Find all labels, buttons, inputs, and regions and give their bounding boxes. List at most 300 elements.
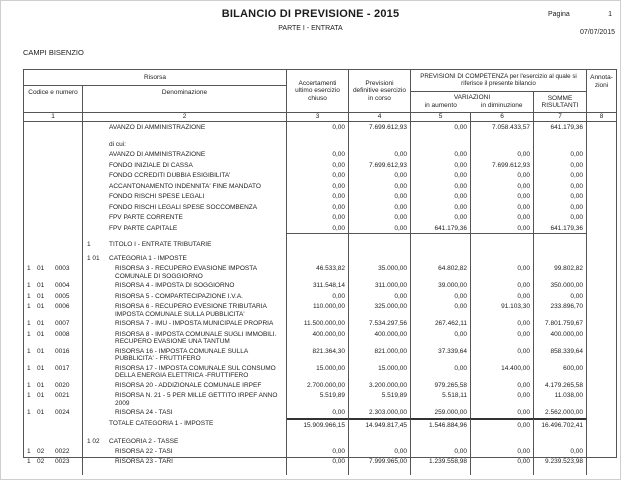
cell-in-aumento: 1.239.558,98	[411, 456, 471, 467]
row-denominazione-text: CATEGORIA 2 - TASSE	[109, 437, 179, 445]
cell-accertamenti: 311.548,14	[287, 280, 349, 291]
cell-code	[24, 139, 83, 150]
cell-accertamenti: 110.000,00	[287, 301, 349, 318]
code-part: 1	[27, 458, 31, 465]
cell-code	[24, 291, 83, 302]
table-row	[24, 318, 616, 329]
cell-in-diminuzione: 0,00	[471, 149, 534, 160]
table-row	[24, 363, 616, 380]
table-row	[24, 191, 616, 202]
cell-in-aumento: 1.546.884,96	[411, 418, 471, 430]
table-row	[24, 301, 616, 318]
cell-in-diminuzione: 0,00	[471, 202, 534, 213]
cell-somme-risultanti: 0,00	[534, 191, 587, 202]
cell-in-diminuzione	[471, 467, 534, 475]
cell-previsioni: 7.699.612,93	[349, 160, 411, 171]
cell-annotazioni	[587, 291, 616, 302]
cell-previsioni: 311.000,00	[349, 280, 411, 291]
cell-annotazioni	[587, 202, 616, 213]
cell-code	[24, 212, 83, 223]
code-part: 01	[37, 364, 45, 372]
cell-in-diminuzione	[471, 239, 534, 249]
cell-accertamenti	[287, 139, 349, 150]
cell-accertamenti: 0,00	[287, 291, 349, 302]
header-annotazioni: Annota-zioni	[590, 74, 613, 89]
row-denominazione-text: TITOLO I - ENTRATE TRIBUTARIE	[109, 241, 212, 248]
col-number-4: 4	[349, 113, 411, 121]
cell-in-diminuzione: 0,00	[471, 170, 534, 181]
cell-accertamenti: 0,00	[287, 446, 349, 457]
budget-table	[23, 69, 617, 465]
code-part: 0007	[55, 320, 70, 327]
table-row	[24, 436, 616, 446]
cell-accertamenti: 0,00	[287, 149, 349, 160]
code-part: 01	[37, 282, 45, 289]
code-part: 01	[37, 330, 45, 338]
cell-in-diminuzione: 0,00	[471, 380, 534, 391]
cell-denominazione	[83, 380, 287, 391]
cell-previsioni: 3.200.000,00	[349, 380, 411, 391]
cell-previsioni: 0,00	[349, 181, 411, 192]
cell-annotazioni	[587, 329, 616, 346]
code-part: 0008	[55, 330, 70, 338]
table-row	[24, 160, 616, 171]
table-row	[24, 122, 616, 133]
row-denominazione-text: RISORSA 6 - RECUPERO EVESIONE TRIBUTARIA IMPOSTA COMUNALE SULLA PUBBLICITA'	[115, 303, 267, 318]
cell-denominazione	[83, 239, 287, 249]
cell-somme-risultanti: 0,00	[534, 291, 587, 302]
cell-in-aumento: 641.179,36	[411, 223, 471, 234]
cell-denominazione	[83, 346, 287, 363]
table-row	[24, 149, 616, 160]
table-row	[24, 202, 616, 213]
cell-previsioni: 7.999.965,00	[349, 456, 411, 467]
cell-annotazioni	[587, 181, 616, 192]
code-part: 0023	[55, 458, 70, 465]
cell-denominazione	[83, 202, 287, 213]
page-title: BILANCIO DI PREVISIONE - 2015	[221, 8, 400, 20]
cell-accertamenti: 11.500.000,00	[287, 318, 349, 329]
row-denominazione-text: RISORSA 24 - TASI	[115, 409, 173, 416]
cell-annotazioni	[587, 122, 616, 133]
page-number-label: Pagina	[548, 11, 570, 18]
cell-somme-risultanti: 4.179.265,58	[534, 380, 587, 391]
cell-previsioni: 0,00	[349, 446, 411, 457]
row-denominazione-text: FONDO RISCHI LEGALI SPESE SOCCOMBENZA	[109, 203, 258, 211]
cell-code	[24, 380, 83, 391]
header-risorsa: Risorsa	[24, 70, 287, 86]
cell-previsioni	[349, 467, 411, 475]
header-accertamenti: Accertamenti ultimo esercizio chiuso	[287, 70, 349, 112]
cell-denominazione	[83, 291, 287, 302]
cell-accertamenti: 15.909.966,15	[287, 418, 349, 430]
cell-code	[24, 181, 83, 192]
cell-previsioni: 0,00	[349, 149, 411, 160]
cell-denominazione	[83, 329, 287, 346]
cell-code	[24, 390, 83, 407]
code-part: 0006	[55, 303, 70, 310]
header-variazioni-label: VARIAZIONI	[453, 94, 491, 101]
cell-in-diminuzione: 0,00	[471, 329, 534, 346]
cell-in-aumento: 259.000,00	[411, 407, 471, 418]
code-part: 02	[37, 447, 45, 455]
cell-denominazione	[83, 456, 287, 467]
cell-in-aumento: 0,00	[411, 363, 471, 380]
cell-in-aumento: 0,00	[411, 149, 471, 160]
cell-in-aumento	[411, 253, 471, 263]
cell-in-diminuzione: 0,00	[471, 407, 534, 418]
cell-denominazione	[83, 318, 287, 329]
cell-accertamenti: 821.364,30	[287, 346, 349, 363]
table-row	[24, 418, 616, 430]
cell-previsioni: 0,00	[349, 202, 411, 213]
cell-previsioni: 15.000,00	[349, 363, 411, 380]
cell-code	[24, 280, 83, 291]
cell-code	[24, 253, 83, 263]
cell-code	[24, 170, 83, 181]
cell-code	[24, 407, 83, 418]
table-row	[24, 456, 616, 467]
cell-in-aumento: 0,00	[411, 122, 471, 133]
cell-somme-risultanti: 7.801.759,67	[534, 318, 587, 329]
table-row	[24, 380, 616, 391]
cell-code	[24, 263, 83, 280]
cell-annotazioni	[587, 263, 616, 280]
code-part: 01	[37, 381, 45, 389]
cell-annotazioni	[587, 418, 616, 430]
code-part: 0003	[55, 265, 70, 272]
cell-somme-risultanti: 600,00	[534, 363, 587, 380]
table-row	[24, 253, 616, 263]
cell-accertamenti: 0,00	[287, 170, 349, 181]
cell-previsioni: 7.534.297,56	[349, 318, 411, 329]
cell-in-diminuzione	[471, 139, 534, 150]
cell-in-diminuzione: 0,00	[471, 418, 534, 430]
code-part: 1	[27, 303, 31, 310]
row-denominazione-text: RISORSA 17 - IMPOSTA COMUNALE SUL CONSUMO DELLA ENERGIA ELETTRICA -FRUTTIFERO	[115, 364, 276, 379]
table-row	[24, 212, 616, 223]
cell-somme-risultanti: 11.038,00	[534, 390, 587, 407]
cell-in-aumento: 267.462,11	[411, 318, 471, 329]
cell-annotazioni	[587, 467, 616, 475]
cell-accertamenti: 0,00	[287, 191, 349, 202]
header-denominazione: Denominazione	[83, 86, 287, 112]
cell-code	[24, 239, 83, 249]
cell-accertamenti	[287, 239, 349, 249]
cell-in-aumento: 39.000,00	[411, 280, 471, 291]
cell-code	[24, 318, 83, 329]
cell-somme-risultanti: 0,00	[534, 160, 587, 171]
cell-code	[24, 446, 83, 457]
code-part: 1	[27, 409, 31, 416]
col-number-3: 3	[287, 113, 349, 121]
cell-somme-risultanti: 641.179,36	[534, 223, 587, 234]
code-part: 0004	[55, 282, 70, 289]
cell-in-aumento: 0,00	[411, 291, 471, 302]
code-part: 1	[27, 347, 31, 355]
header-group-competenza	[411, 70, 587, 112]
table-row	[24, 346, 616, 363]
cell-somme-risultanti: 16.496.702,41	[534, 418, 587, 430]
cell-accertamenti: 0,00	[287, 160, 349, 171]
cell-in-aumento: 0,00	[411, 329, 471, 346]
cell-in-aumento	[411, 467, 471, 475]
cell-annotazioni	[587, 301, 616, 318]
cell-denominazione	[83, 191, 287, 202]
cell-in-aumento: 979.265,58	[411, 380, 471, 391]
cell-in-aumento: 0,00	[411, 160, 471, 171]
cell-in-diminuzione: 0,00	[471, 212, 534, 223]
cell-previsioni: 5.519,89	[349, 390, 411, 407]
cell-accertamenti: 15.000,00	[287, 363, 349, 380]
cell-annotazioni	[587, 160, 616, 171]
cell-denominazione	[83, 223, 287, 234]
cell-annotazioni	[587, 380, 616, 391]
cell-in-aumento: 0,00	[411, 191, 471, 202]
cell-accertamenti: 0,00	[287, 181, 349, 192]
col-number-8: 8	[599, 113, 604, 120]
code-part: 0021	[55, 392, 70, 399]
cell-in-diminuzione: 0,00	[471, 280, 534, 291]
cell-denominazione	[83, 390, 287, 407]
page-number-value: 1	[608, 11, 612, 18]
cell-code	[24, 149, 83, 160]
row-denominazione-text: RISORSA 23 - TARI	[115, 458, 173, 465]
cell-previsioni	[349, 239, 411, 249]
cell-somme-risultanti: 858.339,64	[534, 346, 587, 363]
code-part: 01	[37, 409, 45, 416]
cell-in-aumento: 0,00	[411, 301, 471, 318]
cell-in-aumento: 0,00	[411, 181, 471, 192]
cell-annotazioni	[587, 170, 616, 181]
cell-denominazione	[83, 170, 287, 181]
cell-accertamenti	[287, 253, 349, 263]
row-denominazione-text: RISORSA 16 - IMPOSTA COMUNALE SULLA PUBBLICITA' - FRUTTIFERO	[115, 347, 248, 362]
cell-annotazioni	[587, 223, 616, 234]
cell-denominazione	[83, 280, 287, 291]
cell-in-diminuzione: 0,00	[471, 263, 534, 280]
cell-annotazioni	[587, 390, 616, 407]
cell-code	[24, 346, 83, 363]
cell-code	[24, 436, 83, 446]
cell-denominazione	[83, 418, 287, 430]
row-denominazione-text: TOTALE CATEGORIA 1 - IMPOSTE	[109, 419, 214, 427]
table-row	[24, 170, 616, 181]
cell-in-diminuzione: 91.103,30	[471, 301, 534, 318]
cell-somme-risultanti	[534, 239, 587, 249]
cell-annotazioni	[587, 239, 616, 249]
cell-accertamenti: 2.700.000,00	[287, 380, 349, 391]
code-part: 1	[27, 282, 31, 289]
table-row	[24, 329, 616, 346]
table-row	[24, 223, 616, 234]
cell-somme-risultanti	[534, 139, 587, 150]
code-part: 0022	[55, 447, 70, 455]
cell-annotazioni	[587, 191, 616, 202]
cell-code	[24, 122, 83, 133]
cell-denominazione	[83, 212, 287, 223]
row-denominazione-text: ACCANTONAMENTO INDENNITA' FINE MANDATO	[109, 182, 261, 190]
cell-in-aumento: 0,00	[411, 170, 471, 181]
cell-in-diminuzione: 0,00	[471, 223, 534, 234]
cell-denominazione	[83, 263, 287, 280]
cell-denominazione	[83, 149, 287, 160]
cell-annotazioni	[587, 253, 616, 263]
table-row	[24, 407, 616, 418]
cell-somme-risultanti: 233.896,70	[534, 301, 587, 318]
cell-previsioni: 400.000,00	[349, 329, 411, 346]
cell-accertamenti	[287, 436, 349, 446]
cell-in-aumento	[411, 139, 471, 150]
cell-code	[24, 363, 83, 380]
cell-denominazione	[83, 467, 287, 475]
cell-accertamenti: 5.519,89	[287, 390, 349, 407]
code-part: 1	[27, 265, 31, 272]
code-part: 01	[37, 320, 45, 327]
cell-in-diminuzione	[471, 436, 534, 446]
code-part: 0020	[55, 381, 70, 389]
table-row	[24, 239, 616, 249]
cell-in-aumento: 64.802,82	[411, 263, 471, 280]
cell-previsioni: 0,00	[349, 223, 411, 234]
cell-denominazione	[83, 301, 287, 318]
cell-previsioni	[349, 436, 411, 446]
cell-in-aumento: 5.518,11	[411, 390, 471, 407]
row-denominazione-text: RISORSA 4 - IMPOSTA DI SOGGIORNO	[115, 282, 235, 289]
cell-annotazioni	[587, 436, 616, 446]
cell-accertamenti	[287, 467, 349, 475]
row-denominazione-text: CATEGORIA 1 - IMPOSTE	[109, 255, 187, 262]
cell-code	[24, 467, 83, 475]
cell-somme-risultanti: 2.562.000,00	[534, 407, 587, 418]
cell-in-diminuzione: 7.058.433,57	[471, 122, 534, 133]
row-denominazione-text: RISORSA 5 - COMPARTECIPAZIONE I.V.A.	[115, 292, 243, 300]
col-number-1: 1	[24, 113, 83, 121]
code-part: 0017	[55, 364, 70, 372]
header-somme-risultanti: SOMME RISULTANTI	[534, 92, 587, 112]
cell-in-diminuzione: 0,00	[471, 346, 534, 363]
cell-previsioni: 0,00	[349, 170, 411, 181]
cell-denominazione	[83, 446, 287, 457]
cell-accertamenti: 400.000,00	[287, 329, 349, 346]
cell-somme-risultanti	[534, 436, 587, 446]
row-denominazione-text: RISORSA 22 - TASI	[115, 447, 173, 455]
cell-somme-risultanti: 400.000,00	[534, 329, 587, 346]
table-row	[24, 390, 616, 407]
cell-somme-risultanti: 350.000,00	[534, 280, 587, 291]
cell-in-aumento: 37.339,64	[411, 346, 471, 363]
cell-denominazione	[83, 436, 287, 446]
cell-somme-risultanti	[534, 253, 587, 263]
header-variazioni	[411, 92, 534, 112]
cell-denominazione	[83, 253, 287, 263]
cell-annotazioni	[587, 139, 616, 150]
code-part: 1	[27, 364, 31, 372]
cell-annotazioni	[587, 346, 616, 363]
table-row	[24, 446, 616, 457]
cell-accertamenti: 0,00	[287, 212, 349, 223]
cell-in-aumento: 0,00	[411, 446, 471, 457]
cell-code	[24, 456, 83, 467]
row-denominazione-text: RISORSA 3 - RECUPERO EVASIONE IMPOSTA COMUNALE DI SOGGIORNO	[115, 265, 257, 280]
table-body	[24, 122, 616, 475]
cell-previsioni: 325.000,00	[349, 301, 411, 318]
cell-previsioni: 35.000,00	[349, 263, 411, 280]
cell-code	[24, 223, 83, 234]
cell-accertamenti: 0,00	[287, 122, 349, 133]
code-part: 1	[27, 447, 31, 455]
code-part: 1	[27, 330, 31, 338]
cell-accertamenti: 0,00	[287, 407, 349, 418]
cell-code	[24, 160, 83, 171]
section-code: 1 01	[87, 255, 100, 262]
cell-annotazioni	[587, 149, 616, 160]
cell-previsioni	[349, 253, 411, 263]
col-number-6: 6	[471, 113, 534, 121]
cell-denominazione	[83, 139, 287, 150]
header-in-aumento: in aumento	[424, 101, 457, 109]
cell-annotazioni	[587, 363, 616, 380]
row-denominazione-text: RISORSA N. 21 - 5 PER MILLE GETTITO IRPEF ANNO 2009	[115, 392, 278, 407]
header-in-diminuzione: in diminuzione	[480, 101, 523, 109]
cell-previsioni: 14.949.817,45	[349, 418, 411, 430]
cell-previsioni: 0,00	[349, 191, 411, 202]
row-denominazione-text: FONDO RISCHI SPESE LEGALI	[109, 193, 205, 200]
cell-accertamenti: 0,00	[287, 202, 349, 213]
cell-denominazione	[83, 160, 287, 171]
cell-previsioni	[349, 139, 411, 150]
row-denominazione-text: di cui:	[109, 140, 126, 148]
cell-in-diminuzione: 0,00	[471, 456, 534, 467]
cell-somme-risultanti: 0,00	[534, 446, 587, 457]
cell-somme-risultanti	[534, 467, 587, 475]
code-part: 0005	[55, 292, 70, 300]
cell-code	[24, 301, 83, 318]
cell-in-diminuzione: 0,00	[471, 446, 534, 457]
cell-code	[24, 191, 83, 202]
cell-in-diminuzione	[471, 253, 534, 263]
table-header	[24, 70, 616, 112]
cell-code	[24, 329, 83, 346]
code-part: 1	[27, 292, 31, 300]
header-previsioni-competenza: PREVISIONI DI COMPETENZA per l'esercizio al quale si riferisce il presente bilancio	[411, 70, 587, 92]
cell-previsioni: 0,00	[349, 291, 411, 302]
cell-somme-risultanti: 641.179,36	[534, 122, 587, 133]
code-part: 01	[37, 303, 45, 310]
header-group-risorsa	[24, 70, 287, 112]
table-row	[24, 467, 616, 475]
section-code: 1 02	[87, 437, 100, 445]
table-row	[24, 280, 616, 291]
code-part: 02	[37, 458, 45, 465]
cell-annotazioni	[587, 456, 616, 467]
cell-in-diminuzione: 14.400,00	[471, 363, 534, 380]
cell-accertamenti: 0,00	[287, 456, 349, 467]
cell-in-diminuzione: 0,00	[471, 191, 534, 202]
col-number-7: 7	[534, 113, 587, 121]
table-row	[24, 291, 616, 302]
col-number-5: 5	[411, 113, 471, 121]
cell-in-aumento: 0,00	[411, 212, 471, 223]
code-part: 01	[37, 265, 45, 272]
row-denominazione-text: RISORSA 7 - IMU - IMPOSTA MUNICIPALE PROPRIA	[115, 320, 274, 327]
cell-annotazioni	[587, 407, 616, 418]
cell-previsioni: 0,00	[349, 212, 411, 223]
cell-previsioni: 7.699.612,93	[349, 122, 411, 133]
cell-somme-risultanti: 9.239.523,98	[534, 456, 587, 467]
cell-code	[24, 418, 83, 430]
cell-somme-risultanti: 0,00	[534, 149, 587, 160]
